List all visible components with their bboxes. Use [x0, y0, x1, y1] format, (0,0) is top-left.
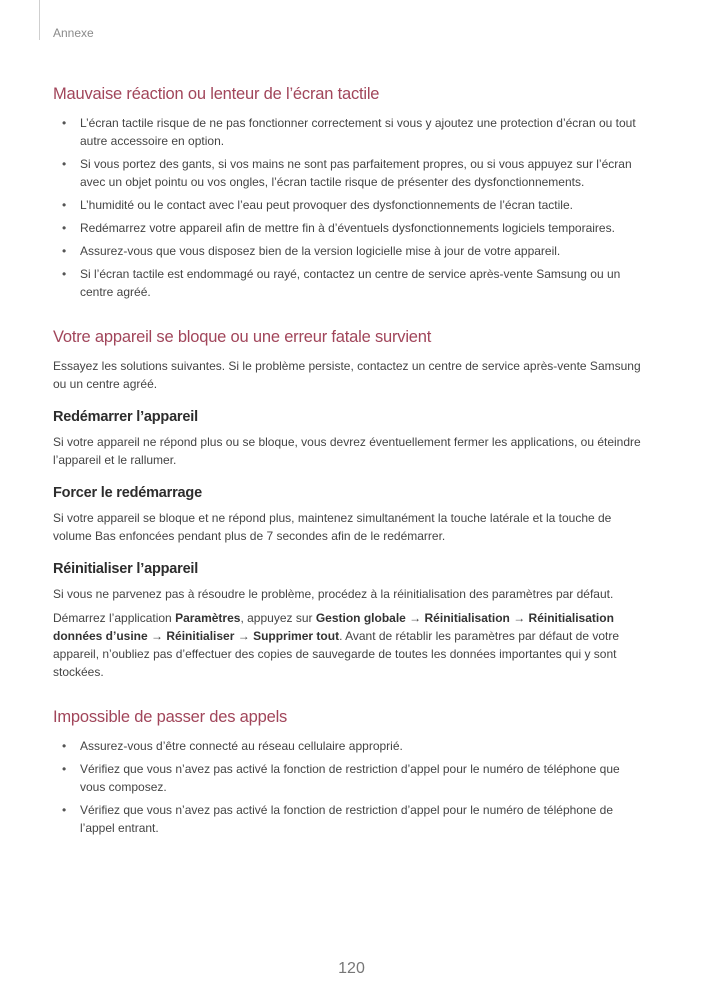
chapter-label: Annexe: [53, 26, 94, 40]
bullet-list: [53, 114, 643, 301]
list-item: [53, 265, 643, 301]
list-item-text: Si l’écran tactile est endommagé ou rayé, contactez un centre de service après-vente Samsung ou un centre agréé.: [80, 267, 621, 299]
subsection-force-restart: [53, 485, 643, 545]
section-title: Impossible de passer des appels: [53, 708, 288, 726]
bullet-marker: •: [62, 762, 67, 776]
list-item-text: Redémarrez votre appareil afin de mettre fin à d’éventuels dysfonctionnements logiciels temporaires.: [80, 221, 615, 235]
section-title: Mauvaise réaction ou lenteur de l’écran tactile: [53, 85, 380, 103]
subsection-title: Forcer le redémarrage: [53, 485, 202, 501]
section-calls: [53, 707, 643, 837]
section-device-freeze: [53, 327, 643, 681]
subsection-text: Si votre appareil ne répond plus ou se bloque, vous devrez éventuellement fermer les applications, ou éteindre l’appareil et le rallumer.: [53, 435, 641, 467]
list-item: [53, 219, 643, 237]
reset-instructions: [53, 609, 643, 681]
header-rule: [39, 0, 40, 40]
subsection-text: Si votre appareil se bloque et ne répond plus, maintenez simultanément la touche latérale et la touche de volume Bas enfoncées pendant plus de 7 secondes afin de le redémarrer.: [53, 511, 612, 543]
section-touchscreen: [53, 84, 643, 301]
arrow-separator: →: [509, 611, 529, 625]
list-item-text: L’humidité ou le contact avec l’eau peut provoquer des dysfonctionnements de l’écran tactile.: [80, 198, 573, 212]
bullet-marker: •: [62, 198, 67, 212]
menu-path-general-management: Gestion globale: [315, 611, 406, 625]
arrow-separator: →: [405, 611, 425, 625]
page-number: 120: [338, 960, 365, 977]
subsection-title: Redémarrer l’appareil: [53, 409, 198, 425]
bullet-marker: •: [62, 221, 67, 235]
subsection-title: Réinitialiser l’appareil: [53, 561, 199, 577]
instruction-text: . Avant de rétablir les paramètres par défaut de votre appareil, n’oubliez pas d’effectuer des copies de sauvegarde de toutes les données importantes qui y sont stockées.: [53, 629, 619, 679]
menu-path-delete-all: Supprimer tout: [253, 629, 340, 643]
list-item-text: Si vous portez des gants, si vos mains ne sont pas parfaitement propres, ou si vous appuyez sur l’écran avec un objet pointu ou vos ongles, l’écran tactile risque de présenter des dysfonctionnements.: [80, 157, 632, 189]
bullet-marker: •: [62, 116, 67, 130]
subsection-text: Si vous ne parvenez pas à résoudre le problème, procédez à la réinitialisation des paramètres par défaut.: [53, 587, 614, 601]
bullet-marker: •: [62, 267, 67, 281]
bullet-marker: •: [62, 157, 67, 171]
list-item: [53, 760, 643, 796]
subsection-reset: [53, 561, 643, 681]
menu-path-factory-reset: Réinitialisation données d’usine: [53, 611, 614, 643]
section-intro: Essayez les solutions suivantes. Si le problème persiste, contactez un centre de service après-vente Samsung ou un centre agréé.: [53, 359, 641, 391]
menu-path-settings: Paramètres: [175, 611, 241, 625]
list-item-text: Vérifiez que vous n’avez pas activé la fonction de restriction d’appel pour le numéro de téléphone de l’appel entrant.: [80, 803, 613, 835]
bullet-marker: •: [62, 803, 67, 817]
instruction-text: , appuyez sur: [240, 611, 316, 625]
list-item-text: Assurez-vous d’être connecté au réseau cellulaire approprié.: [80, 739, 403, 753]
list-item: [53, 801, 643, 837]
list-item-text: L’écran tactile risque de ne pas fonctionner correctement si vous y ajoutez une protection d’écran ou tout autre accessoire en option.: [80, 116, 636, 148]
list-item-text: Vérifiez que vous n’avez pas activé la fonction de restriction d’appel pour le numéro de téléphone que vous composez.: [80, 762, 620, 794]
bullet-marker: •: [62, 244, 67, 258]
menu-path-reset-action: Réinitialiser: [166, 629, 235, 643]
list-item-text: Assurez-vous que vous disposez bien de la version logicielle mise à jour de votre appareil.: [80, 244, 561, 258]
list-item: [53, 196, 643, 214]
subsection-restart: [53, 409, 643, 469]
instruction-text: Démarrez l’application: [53, 611, 176, 625]
section-title: Votre appareil se bloque ou une erreur fatale survient: [53, 328, 432, 346]
bullet-list: [53, 737, 643, 837]
list-item: [53, 242, 643, 260]
bullet-marker: •: [62, 739, 67, 753]
arrow-separator: →: [147, 629, 167, 643]
page-content: [53, 84, 643, 863]
list-item: [53, 114, 643, 150]
arrow-separator: →: [234, 629, 254, 643]
list-item: [53, 155, 643, 191]
menu-path-reset: Réinitialisation: [424, 611, 510, 625]
list-item: [53, 737, 643, 755]
